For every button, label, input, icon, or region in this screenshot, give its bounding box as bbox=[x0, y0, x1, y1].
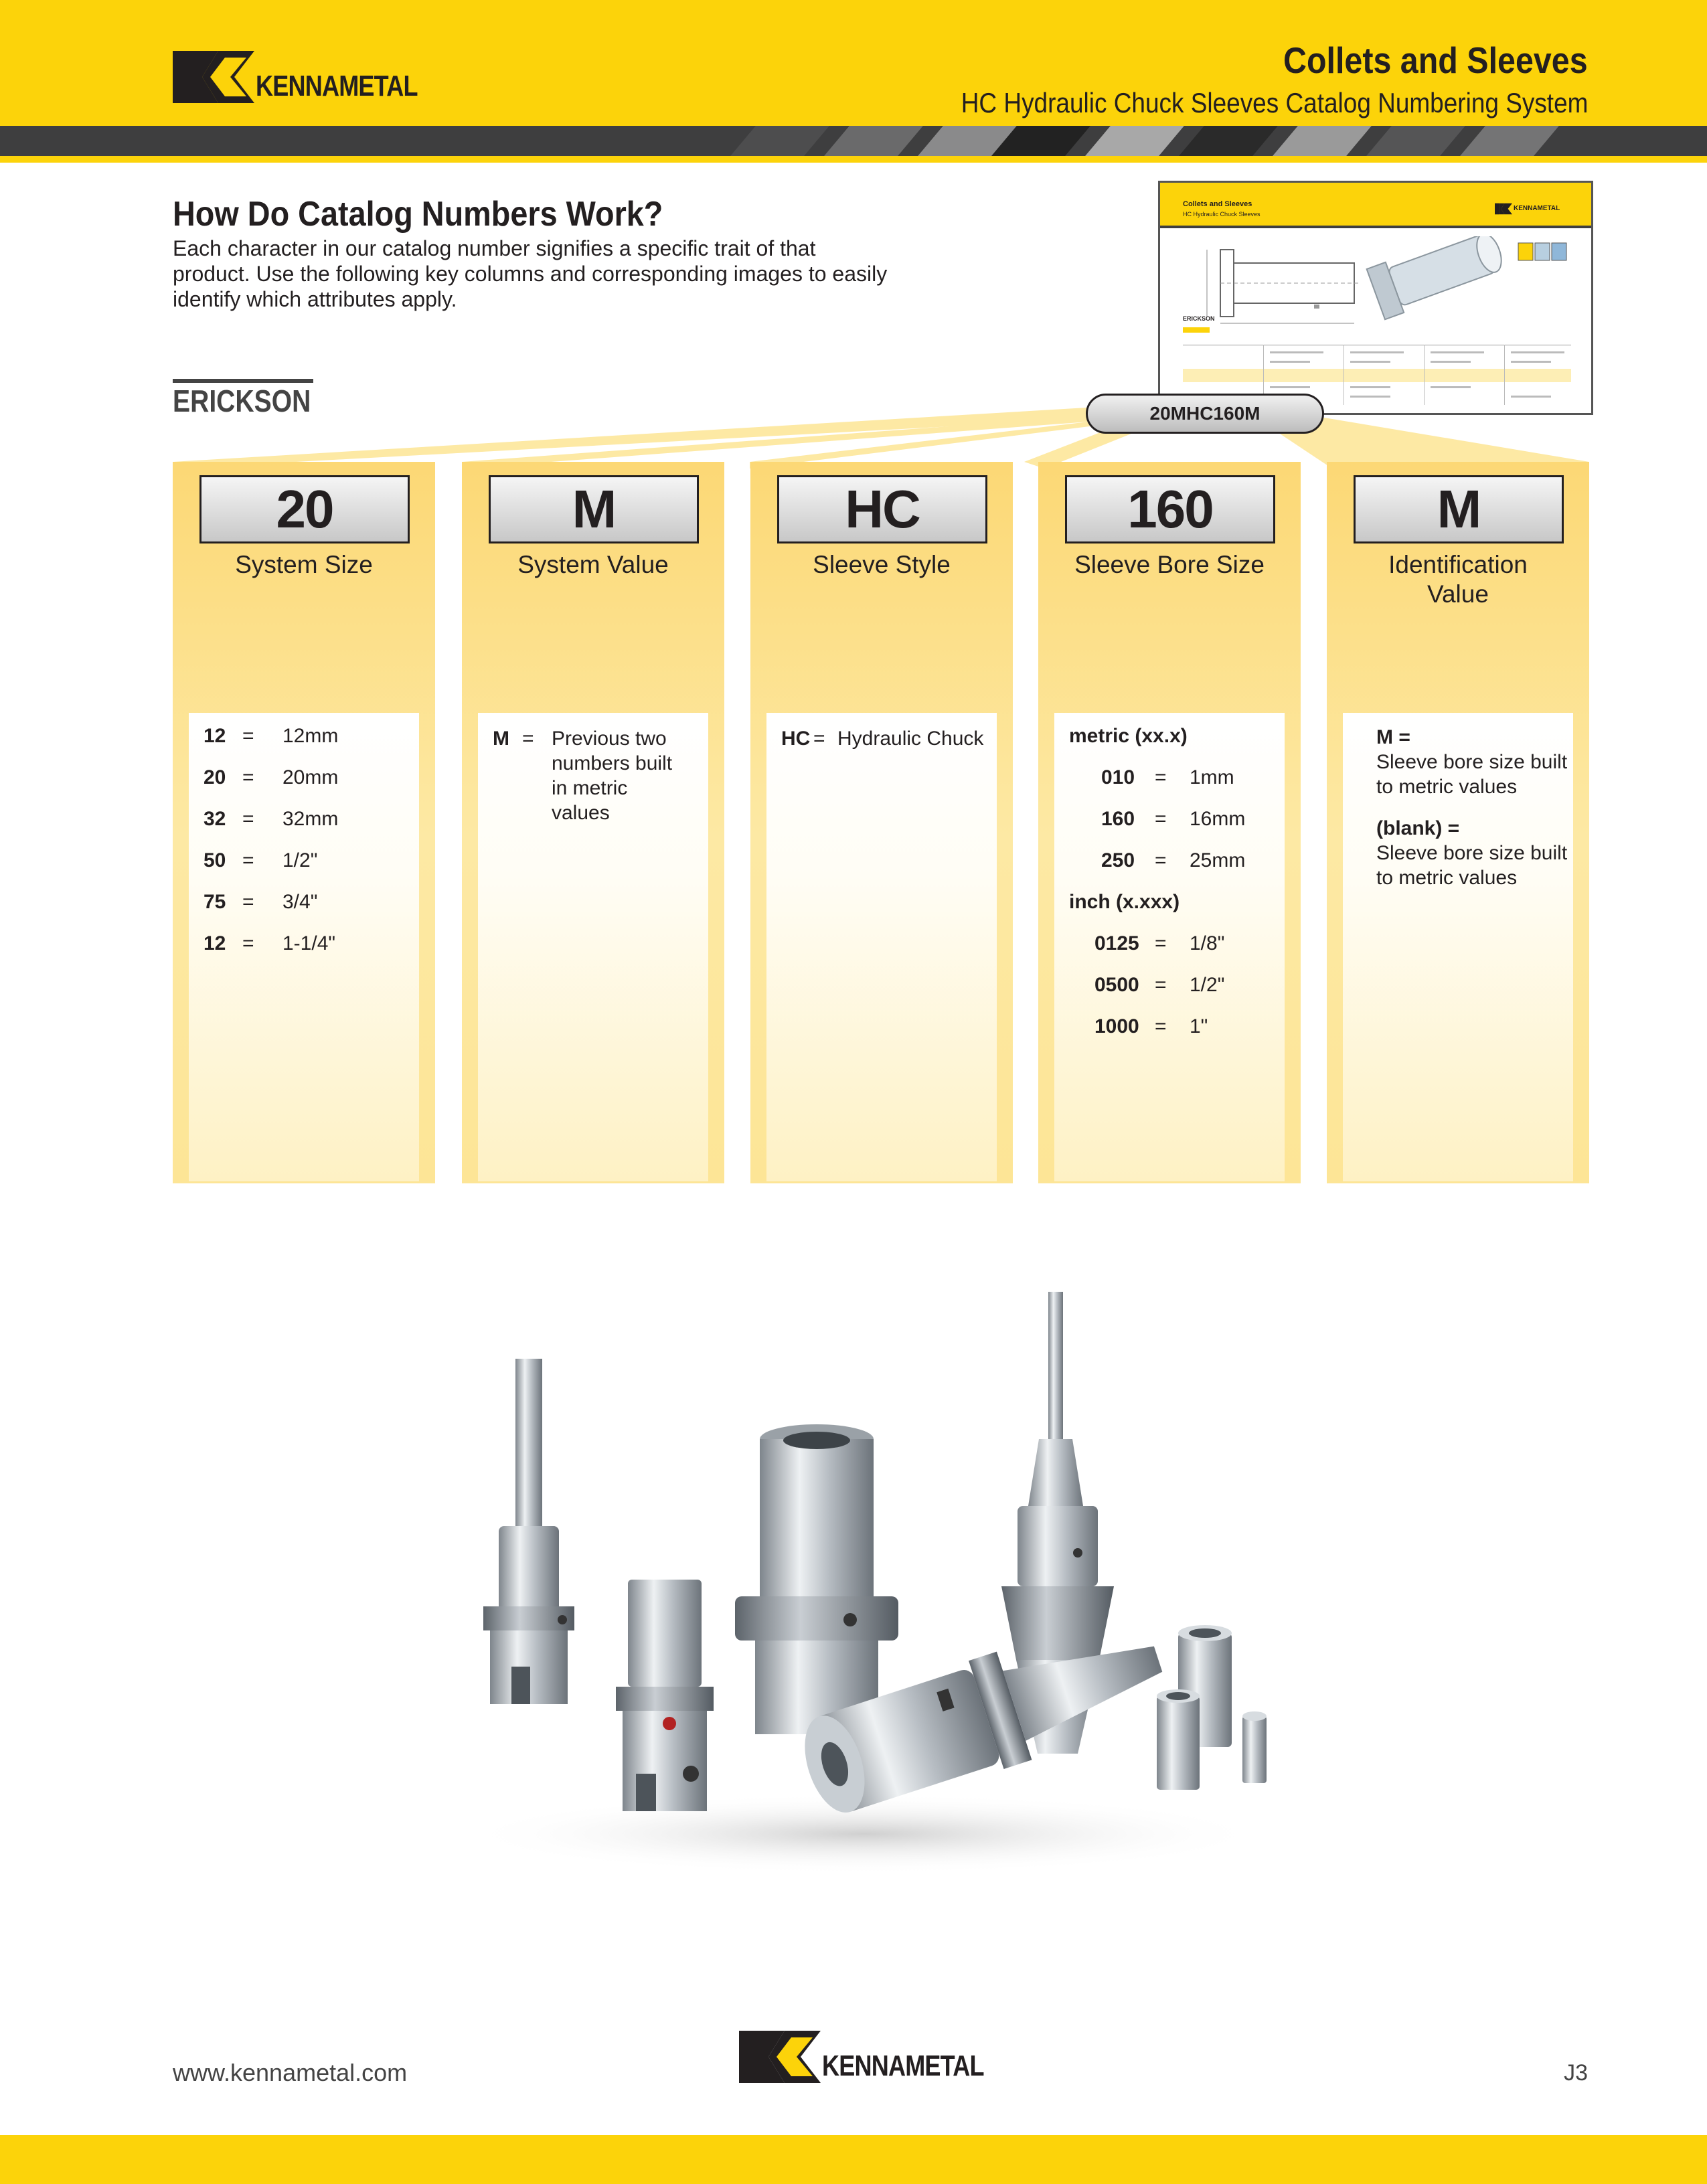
kennametal-logo-icon bbox=[173, 51, 254, 103]
thumbnail-title: Collets and Sleeves bbox=[1183, 200, 1252, 208]
catalog-number-text: 20MHC160M bbox=[1149, 403, 1261, 424]
list-item: 010 = 1mm bbox=[1101, 766, 1234, 788]
inch-heading: inch (x.xxx) bbox=[1069, 891, 1180, 913]
column-panel bbox=[766, 713, 997, 1181]
column-label: System Size bbox=[235, 551, 373, 578]
code-box: M bbox=[489, 475, 699, 543]
list-item: 75 = 3/4" bbox=[204, 891, 318, 913]
column-panel bbox=[478, 713, 708, 1181]
list-item: 50 = 1/2" bbox=[204, 849, 318, 871]
column-label: Identification Value bbox=[1388, 551, 1528, 608]
column-identification-value bbox=[1327, 462, 1589, 1183]
list-item-key: M = bbox=[1376, 726, 1410, 748]
catalog-number-connectors bbox=[0, 375, 1707, 469]
column-system-size bbox=[173, 462, 435, 1183]
list-item: 20 = 20mm bbox=[204, 766, 339, 788]
list-item: 0125 = 1/8" bbox=[1094, 932, 1225, 954]
header-logo bbox=[173, 51, 454, 103]
metric-heading: metric (xx.x) bbox=[1069, 725, 1188, 747]
list-item-line: values bbox=[552, 802, 610, 824]
footer-logo-text: KENNAMETAL bbox=[822, 2049, 984, 2082]
sleeve-small bbox=[1242, 1711, 1267, 1783]
code-box: 160 bbox=[1065, 475, 1275, 543]
erickson-logo: ERICKSON bbox=[173, 384, 311, 418]
sleeve-drawing-icon bbox=[1180, 236, 1575, 337]
column-label: Sleeve Style bbox=[813, 551, 951, 578]
footer-band bbox=[0, 2135, 1707, 2184]
column-sleeve-style bbox=[750, 462, 1013, 1183]
website-link[interactable]: www.kennametal.com bbox=[173, 2059, 408, 2086]
list-item-line: in metric bbox=[552, 777, 628, 799]
list-item-key: (blank) = bbox=[1376, 817, 1460, 839]
holder-2 bbox=[616, 1580, 714, 1811]
list-item-line: Previous two bbox=[552, 728, 667, 750]
product-photo bbox=[442, 1285, 1285, 1887]
list-item-line: to metric values bbox=[1376, 776, 1518, 798]
list-item-line: to metric values bbox=[1376, 867, 1518, 889]
intro-heading: How Do Catalog Numbers Work? bbox=[173, 195, 663, 234]
page-subtitle: HC Hydraulic Chuck Sleeves Catalog Numbering System bbox=[961, 87, 1588, 118]
sleeve-medium bbox=[1157, 1689, 1200, 1790]
list-item: 12 = 1-1/4" bbox=[204, 932, 336, 954]
footer-logo bbox=[739, 2031, 1020, 2083]
list-item: 1000 = 1" bbox=[1094, 1015, 1208, 1037]
list-item: 250 = 25mm bbox=[1101, 849, 1246, 871]
thumbnail-subtitle: HC Hydraulic Chuck Sleeves bbox=[1183, 211, 1261, 218]
list-item-line: Sleeve bore size built bbox=[1376, 751, 1568, 773]
code-box: 20 bbox=[199, 475, 410, 543]
column-panel bbox=[189, 713, 419, 1181]
page-number: J3 bbox=[1564, 2060, 1588, 2086]
list-item: 32 = 32mm bbox=[204, 808, 339, 830]
column-panel bbox=[1054, 713, 1285, 1181]
header-underline bbox=[0, 156, 1707, 163]
list-item: 12 = 12mm bbox=[204, 725, 339, 747]
thumbnail-logo: KENNAMETAL bbox=[1495, 203, 1512, 218]
page-title: Collets and Sleeves bbox=[1283, 39, 1588, 81]
column-sleeve-bore-size bbox=[1038, 462, 1301, 1183]
thumbnail-brand: ERICKSON bbox=[1183, 315, 1215, 322]
catalog-number-pill bbox=[1086, 394, 1324, 434]
header-logo-text: KENNAMETAL bbox=[256, 70, 418, 102]
column-panel bbox=[1343, 713, 1573, 1181]
header-stripe bbox=[0, 126, 1707, 156]
list-item: M = bbox=[493, 728, 534, 750]
column-label: Sleeve Bore Size bbox=[1074, 551, 1265, 578]
code-box: M bbox=[1354, 475, 1564, 543]
code-box: HC bbox=[777, 475, 987, 543]
column-label: System Value bbox=[517, 551, 669, 578]
kennametal-logo-icon bbox=[739, 2031, 821, 2083]
list-item-line: numbers built bbox=[552, 752, 673, 774]
list-item: HC = Hydraulic Chuck bbox=[781, 728, 984, 750]
list-item: 0500 = 1/2" bbox=[1094, 974, 1225, 996]
list-item: 160 = 16mm bbox=[1101, 808, 1246, 830]
column-system-value bbox=[462, 462, 724, 1183]
list-item-line: Sleeve bore size built bbox=[1376, 842, 1568, 864]
intro-body: Each character in our catalog number signifies a specific trait of that product. Use the following key columns and corresponding images to easily identify which attributes apply. bbox=[173, 236, 888, 311]
